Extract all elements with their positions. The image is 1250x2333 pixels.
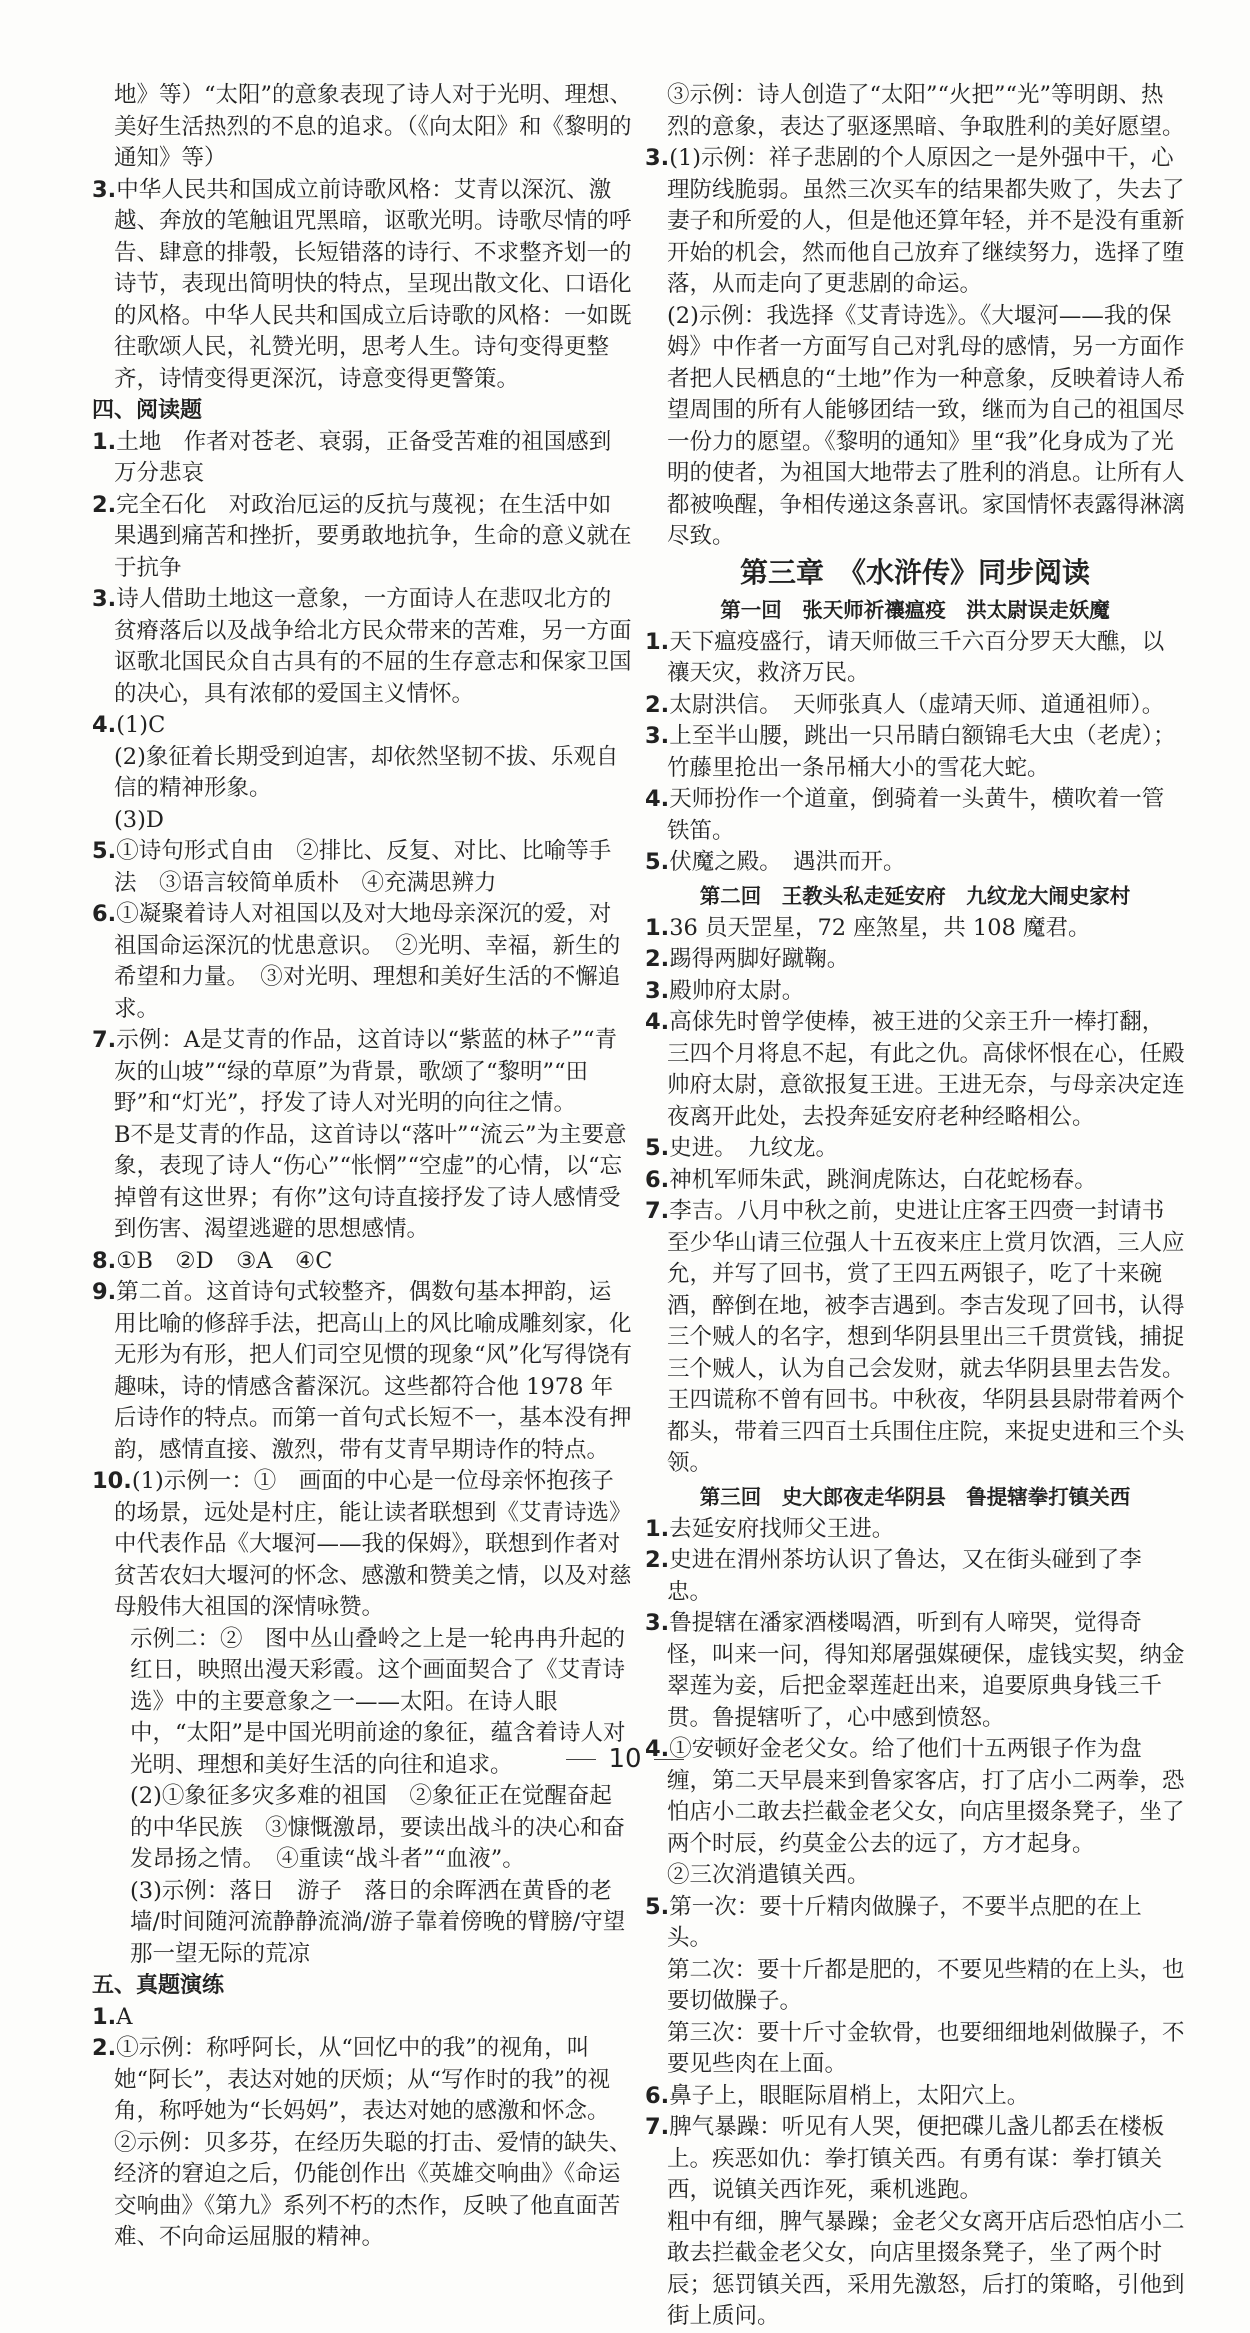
item-text: (1)示例：祥子悲剧的个人原因之一是外强中干，心理防线脆弱。虽然三次买车的结果都失败了，失去了妻子和所爱的人，但是他还算年轻，并不是没有重新开始的机会，然而他自己放弃了继续努力，选择了堕落，从而走向了更悲剧的命运。 [667,145,1185,297]
item-text: 史进。 九纹龙。 [669,1135,838,1161]
item-number: 7. [645,1198,670,1224]
answer-item [645,2081,1185,2113]
answer-item [645,1608,1185,1734]
answer-item [92,710,632,742]
answer-item [645,2112,1185,2207]
item-number: 5. [645,1135,670,1161]
item-text: 土地 作者对苍老、衰弱，正备受苦难的祖国感到万分悲哀 [114,428,612,486]
continuation-text: (2)①象征多灾多难的祖国 ②象征正在觉醒奋起的中华民族 ③慷慨激昂，要读出战斗的决心和奋发昂扬之情。 ④重读“战斗者”“血液”。 [130,1783,626,1872]
item-number: 1. [645,628,670,655]
item-text: 神机军师朱武，跳涧虎陈达，白花蛇杨春。 [669,1166,1097,1193]
item-number: 2. [92,491,117,518]
answer-item [92,490,632,585]
item-text: 去延安府找师父王进。 [669,1515,895,1542]
item-text: 鼻子上，眼眶际眉梢上，太阳穴上。 [669,2082,1030,2109]
item-text: ①安顿好金老父女。给了他们十五两银子作为盘缠，第二天早晨来到鲁家客店，打了店小二两拳，恐怕店小二敢去拦截金老父女，向店里掇条凳子，坐了两个时辰，约莫金公去的远了，方才起身。 [667,1736,1185,1857]
item-number: 4. [645,1736,670,1762]
item-text: (1)示例一：① 画面的中心是一位母亲怀抱孩子的场景，远处是村庄，能让读者联想到《艾青诗选》中代表作品《大堰河——我的保姆》，联想到作者对贫苦农妇大堰河的怀念、感激和赞美之情，以及对慈母般伟大祖国的深情咏赞。 [114,1468,632,1620]
item-text: ①诗句形式自由 ②排比、反复、对比、比喻等手法 ③语言较简单质朴 ④充满思辨力 [114,838,612,896]
answer-item [92,175,632,396]
item-text: 史进在渭州茶坊认识了鲁达，又在街头碰到了李忠。 [667,1547,1142,1605]
answer-item [645,143,1185,301]
item-number: 4. [645,1009,670,1035]
item-number: 3. [645,1610,670,1636]
section-heading: 五、真题演练 [92,1973,225,1998]
chapter-title: 第三章 《水浒传》同步阅读 [739,555,1090,589]
item-text: 李吉。八月中秋之前，史进让庄客王四赍一封请书至少华山请三位强人十五夜来庄上赏月饮酒，三人应允，并写了回书，赏了王四五两银子，吃了十来碗酒，醉倒在地，被李吉遇到。李吉发现了回书，认得三个贼人的名字，想到华阴县里出三千贯赏钱，捕捉三个贼人，认为自己会发财，就去华阴县里去告发。王四谎称不曾有回书。中秋夜，华阴县县尉带着两个都头，带着三四百士兵围住庄院，来捉史进和三个头领。 [667,1198,1185,1476]
answer-item [92,2002,632,2034]
answer-item [92,1246,632,1278]
item-text: 诗人借助土地这一意象，一方面诗人在悲叹北方的贫瘠落后以及战争给北方民众带来的苦难，另一方面讴歌北国民众自古具有的不屈的生存意志和保家卫国的决心，具有浓郁的爱国主义情怀。 [114,586,632,707]
answer-item [645,1892,1185,1955]
answer-item [92,584,632,710]
answer-item [645,1165,1185,1197]
item-text: 上至半山腰，跳出一只吊睛白额锦毛大虫（老虎）；竹藤里抢出一条吊桶大小的雪花大蛇。 [667,723,1176,781]
item-number: 9. [92,1279,117,1305]
item-text: 天下瘟疫盛行，请天师做三千六百分罗天大醮，以禳天灾，救济万民。 [667,628,1165,686]
item-text: 36 员天罡星，72 座煞星，共 108 魔君。 [669,914,1091,941]
item-number: 5. [645,849,670,875]
continuation-text: B不是艾青的作品，这首诗以“落叶”“流云”为主要意象，表现了诗人“伤心”“怅惘”“空虚”的心情，以“忘掉曾有这世界；有你”这句诗直接抒发了诗人感情受到伤害、渴望逃避的思想感情。 [114,1121,627,1242]
item-number: 7. [92,1027,117,1053]
answer-item [645,1545,1185,1608]
item-number: 6. [645,2082,670,2109]
answer-item [92,1466,632,1624]
continuation-text: (3)示例：落日 游子 落日的余晖洒在黄昏的老墙/时间随河流静静流淌/游子靠着傍晚的臂膀/守望那一望无际的荒凉 [130,1877,626,1967]
answer-item [645,1514,1185,1546]
item-text: (1)C [116,712,166,738]
item-text: ①B ②D ③A ④C [116,1247,333,1274]
item-number: 1. [92,428,117,455]
item-text: 第二首。这首诗句式较整齐，偶数句基本押韵，运用比喻的修辞手法，把高山上的风比喻成雕刻家，化无形为有形，把人们司空见惯的现象“风”化写得饶有趣味，诗的情感含蓄深沉。这些都符合他 1978 年后诗作的特点。而第一首句式长短不一，基本没有押韵，感情直接、激烈，带有艾青早期诗作的特点。 [114,1279,633,1463]
answer-item [645,847,1185,879]
answer-item [92,1277,632,1466]
item-number: 3. [92,586,117,612]
answer-item [645,627,1185,690]
item-number: 1. [645,1515,670,1542]
answer-item [92,1025,632,1120]
answer-item [645,913,1185,945]
right-column [645,80,1185,2333]
episode-heading: 第一回 张天师祈禳瘟疫 洪太尉误走妖魔 [720,597,1110,622]
continuation-text: ②三次消遣镇关西。 [667,1862,870,1888]
answer-item [92,836,632,899]
answer-item [645,1007,1185,1133]
answer-item [645,1196,1185,1480]
answer-item [645,721,1185,784]
answer-item [92,2033,632,2128]
left-column [92,80,632,2254]
item-text: 脾气暴躁：听见有人哭，便把碟儿盏儿都丢在楼板上。疾恶如仇：拳打镇关西。有勇有谋：拳打镇关西，说镇关西诈死，乘机逃跑。 [667,2114,1165,2203]
item-text: 示例：A是艾青的作品，这首诗以“紫蓝的林子”“青灰的山坡”“绿的草原”为背景，歌颂了“黎明”“田野”和“灯光”，抒发了诗人对光明的向往之情。 [114,1027,617,1116]
episode-heading: 第二回 王教头私走延安府 九纹龙大闹史家村 [699,883,1131,908]
item-number: 5. [645,1893,670,1920]
continuation-text: (2)象征着长期受到迫害，却依然坚韧不拔、乐观自信的精神形象。 [114,743,619,801]
continuation-text: (3)D [114,806,164,833]
item-text: 鲁提辖在潘家酒楼喝酒，听到有人啼哭，觉得奇怪，叫来一问，得知郑屠强媒硬保，虚钱实契，纳金翠莲为妾，后把金翠莲赶出来，追要原典身钱三千贯。鲁提辖听了，心中感到愤怒。 [667,1610,1185,1731]
continuation-text: 第三次：要十斤寸金软骨，也要细细地剁做臊子，不要见些肉在上面。 [667,2019,1185,2077]
item-number: 5. [92,838,117,864]
item-text: 高俅先时曾学使棒，被王进的父亲王升一棒打翻，三四个月将息不起，有此之仇。高俅怀恨在心，任殿帅府太尉，意欲报复王进。王进无奈，与母亲决定连夜离开此处，去投奔延安府老种经略相公。 [667,1009,1185,1130]
continuation-text: (2)示例：我选择《艾青诗选》。《大堰河——我的保姆》中作者一方面写自己对乳母的感情，另一方面作者把人民栖息的“土地”作为一种意象，反映着诗人希望周围的所有人能够团结一致，继而为自己的祖国尽一份力的愿望。《黎明的通知》里“我”化身成为了光明的使者，为祖国大地带去了胜利的消息。让所有人都被唤醒，争相传递这条喜讯。家国情怀表露得淋漓尽致。 [667,302,1186,549]
item-number: 2. [645,1547,670,1573]
item-text: ①示例：称呼阿长，从“回忆中的我”的视角，叫她“阿长”，表达对她的厌烦；从“写作时的我”的视角，称呼她为“长妈妈”，表达对她的感激和怀念。 [114,2035,611,2124]
item-number: 10. [92,1468,132,1494]
item-number: 3. [645,145,670,171]
item-number: 3. [645,977,670,1004]
item-text: 完全石化 对政治厄运的反抗与蔑视；在生活中如果遇到痛苦和挫折，要勇敢地抗争，生命的意义就在于抗争 [114,491,632,581]
item-text: 踢得两脚好蹴鞠。 [669,946,850,972]
item-text: 中华人民共和国成立前诗歌风格：艾青以深沉、激越、奔放的笔触诅咒黑暗，讴歌光明。诗歌尽情的呼告、肆意的排彀，长短错落的诗行、不求整齐划一的诗节，表现出简明快的特点，呈现出散文化、口语化的风格。中华人民共和国成立后诗歌的风格：一如既往歌颂人民，礼赞光明，思考人生。诗句变得更整齐，诗情变得更深沉，诗意变得更警策。 [114,176,632,392]
item-text: 伏魔之殿。 遇洪而开。 [669,849,906,875]
continuation-text: ③示例：诗人创造了“太阳”“火把”“光”等明朗、热烈的意象，表达了驱逐黑暗、争取胜利的美好愿望。 [667,82,1185,140]
page-number-footer [0,1744,1250,1774]
continuation-text: 第二次：要十斤都是肥的，不要见些精的在上头，也要切做臊子。 [667,1956,1185,2014]
answer-item [645,944,1185,976]
item-number: 2. [92,2035,117,2061]
answer-item [92,427,632,490]
item-number: 2. [645,946,670,972]
continuation-text: 地》等）“太阳”的意象表现了诗人对于光明、理想、美好生活热烈的不息的追求。（《向太阳》和《黎明的通知》等） [114,82,633,171]
answer-item [645,1133,1185,1165]
answer-item [645,690,1185,722]
item-text: 天师扮作一个道童，倒骑着一头黄牛，横吹着一管铁笛。 [667,786,1165,844]
item-text: 殿帅府太尉。 [669,977,805,1004]
answer-item [645,976,1185,1008]
episode-heading: 第三回 史大郎夜走华阴县 鲁提辖拳打镇关西 [699,1484,1131,1509]
page-number: 10 [608,1744,642,1774]
section-heading: 四、阅读题 [92,398,203,423]
item-text: 太尉洪信。 天师张真人（虚靖天师、道通祖师）。 [669,691,1165,718]
item-number: 4. [92,712,117,738]
item-number: 1. [92,2003,117,2030]
item-number: 1. [645,914,670,941]
item-number: 4. [645,786,670,812]
item-number: 6. [645,1166,670,1193]
continuation-text: 粗中有细，脾气暴躁；金老父女离开店后恐怕店小二敢去拦截金老父女，向店里掇条凳子，坐了两个时辰；惩罚镇关西，采用先激怒，后打的策略，引他到街上质问。 [667,2208,1185,2329]
continuation-text: 示例二：② 图中丛山叠岭之上是一轮冉冉升起的红日，映照出漫天彩霞。这个画面契合了《艾青诗选》中的主要意象之一——太阳。在诗人眼中，“太阳”是中国光明前途的象征，蕴含着诗人对光明、理想和美好生活的向往和追求。 [130,1625,626,1778]
item-number: 7. [645,2114,670,2140]
answer-item [645,784,1185,847]
item-number: 3. [645,723,670,749]
item-text: 第一次：要十斤精肉做臊子，不要半点肥的在上头。 [667,1893,1142,1951]
continuation-text: ②示例：贝多芬，在经历失聪的打击、爱情的缺失、经济的窘迫之后，仍能创作出《英雄交响曲》《命运交响曲》《第九》系列不朽的杰作，反映了他直面苦难、不向命运屈服的精神。 [114,2129,632,2250]
item-number: 3. [92,176,117,203]
item-number: 6. [92,901,117,927]
answer-item [92,899,632,1025]
item-number: 2. [645,691,670,718]
item-text: ①凝聚着诗人对祖国以及对大地母亲深沉的爱，对祖国命运深沉的忧患意识。 ②光明、幸福，新生的希望和力量。 ③对光明、理想和美好生活的不懈追求。 [114,901,621,1022]
item-number: 8. [92,1247,117,1274]
item-text: A [116,2003,133,2030]
